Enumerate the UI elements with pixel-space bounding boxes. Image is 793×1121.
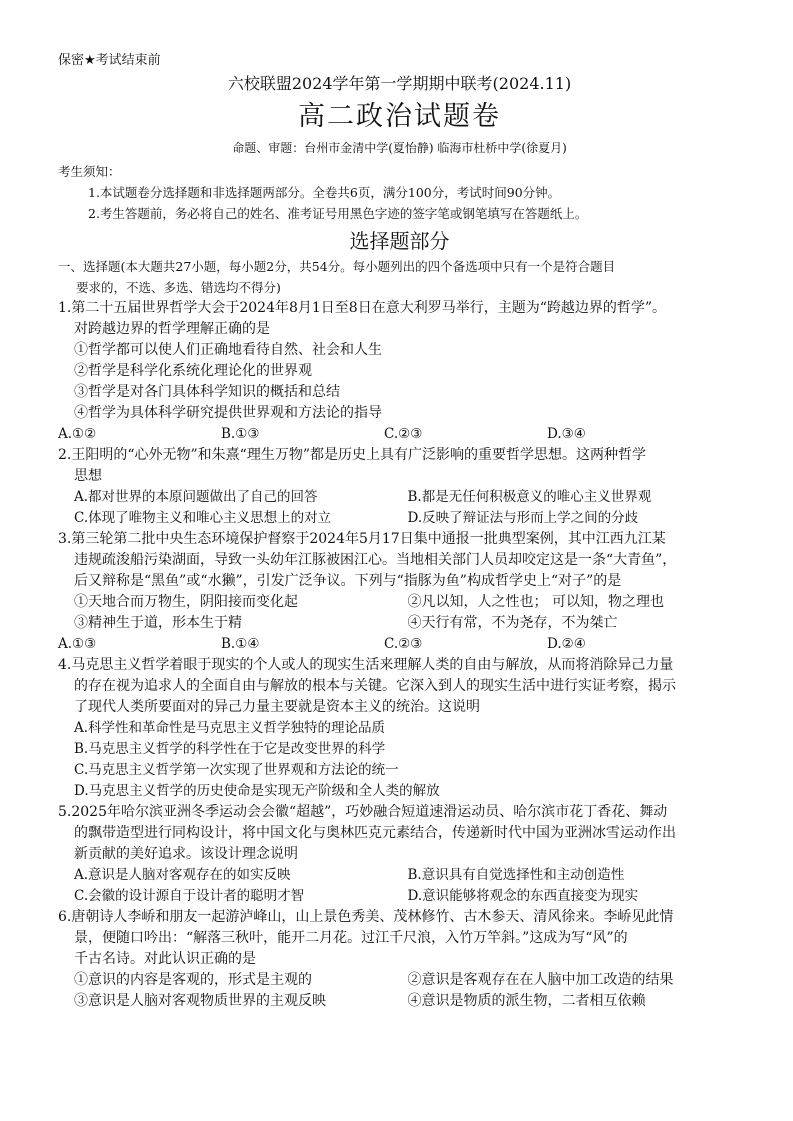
question-1 (58, 298, 741, 445)
notice-item: 1.本试题卷分选择题和非选择题两部分。全卷共6页，满分100分，考试时间90分钟。 (88, 185, 561, 200)
statement-item: ④意识是物质的派生物，二者相互依赖 (407, 993, 646, 1009)
statement-item: ①哲学都可以使人们正确地看待自然、社会和人生 (74, 342, 382, 358)
statement-item: ②哲学是科学化系统化理论化的世界观 (74, 363, 312, 379)
question-stem: 景，便随口吟出：“解落三秋叶，能开二月花。过江千尺浪，入竹万竿斜。”这成为写“风”的 (74, 930, 628, 946)
question-stem: 6.唐朝诗人李峤和朋友一起游泸峰山，山上景色秀美、茂林修竹、古木参天、清风徐来。李峤见此情 (58, 909, 674, 925)
authors-line: 命题、审题：台州市金清中学(夏怡静) 临海市杜桥中学(徐夏月) (232, 141, 567, 155)
choice-b: B.①③ (221, 426, 260, 442)
choice-d: D.意识能够将观念的东西直接变为现实 (407, 888, 639, 904)
question-stem: 了现代人类所要面对的异己力量主要就是资本主义的统治。这说明 (74, 699, 480, 715)
question-5 (58, 802, 741, 907)
statement-item: ②凡以知，人之性也； 可以知，物之理也 (407, 594, 664, 610)
question-stem: 千古名诗。对此认识正确的是 (74, 951, 256, 967)
choice-c: C.会徽的设计源自于设计者的聪明才智 (74, 888, 305, 904)
exam-title: 高二政治试题卷 (298, 101, 501, 132)
choice-d: D.马克思主义哲学的历史使命是实现无产阶级和全人类的解放 (74, 783, 440, 799)
statement-item: ①意识的内容是客观的，形式是主观的 (74, 972, 312, 988)
question-stem: 的存在视为追求人的全面自由与解放的根本与关键。它深入到人的现实生活中进行实证考察，揭示 (74, 678, 676, 694)
statement-item: ①天地合而万物生，阴阳接而变化起 (74, 594, 298, 610)
statement-item: ②意识是客观存在在人脑中加工改造的结果 (407, 972, 674, 988)
instructions-line: 一、选择题(本大题共27小题，每小题2分，共54分。每小题列出的四个备选项中只有一个是符合题目 (58, 259, 616, 274)
choice-d: D.②④ (547, 636, 586, 652)
choice-b: B.①④ (221, 636, 260, 652)
statement-item: ③哲学是对各门具体科学知识的概括和总结 (74, 384, 340, 400)
question-stem: 1.第二十五届世界哲学大会于2024年8月1日至8日在意大利罗马举行，主题为“跨越边界的哲学”。 (58, 300, 667, 316)
question-stem: 新贡献的美好追求。该设计理念说明 (74, 846, 298, 862)
notice-item: 2.考生答题前，务必将自己的姓名、准考证号用黑色字迹的签字笔或钢笔填写在答题纸上。 (88, 206, 588, 221)
question-6 (58, 907, 741, 1012)
choice-c: C.②③ (384, 636, 423, 652)
section-title: 选择题部分 (349, 229, 450, 253)
question-stem: 的飘带造型进行同构设计，将中国文化与奥林匹克元素结合，传递新时代中国为亚洲冰雪运动作出 (74, 825, 676, 841)
confidential-mark: 保密★考试结束前 (58, 53, 161, 68)
choice-d: D.③④ (547, 426, 586, 442)
choice-b: B.意识具有自觉选择性和主动创造性 (407, 867, 625, 883)
statement-item: ③意识是人脑对客观物质世界的主观反映 (74, 993, 326, 1009)
question-3 (58, 529, 741, 655)
choice-a: A.①② (58, 426, 97, 442)
alliance-line: 六校联盟2024学年第一学期期中联考(2024.11) (227, 74, 572, 93)
statement-item: ③精神生于道，形本生于精 (74, 615, 242, 631)
statement-item: ④天行有常，不为尧存，不为桀亡 (407, 615, 618, 631)
question-2 (58, 445, 741, 529)
notice-heading: 考生须知： (58, 164, 121, 179)
question-stem: 2.王阳明的“心外无物”和朱熹“理生万物”都是历史上具有广泛影响的重要哲学思想。这两种哲学 (58, 447, 646, 463)
choice-d: D.反映了辩证法与形而上学之间的分歧 (407, 510, 639, 526)
question-4 (58, 655, 741, 802)
question-stem: 3.第三轮第二批中央生态环境保护督察于2024年5月17日集中通报一批典型案例，其中江西九江某 (58, 531, 666, 547)
choice-a: A.①③ (58, 636, 97, 652)
choice-b: B.马克思主义哲学的科学性在于它是改变世界的科学 (74, 741, 386, 757)
question-stem: 违规疏浚船污染湖面，导致一头幼年江豚被困江心。当地相关部门人员却咬定这是一条“大青鱼”， (74, 552, 677, 568)
choice-a: A.科学性和革命性是马克思主义哲学独特的理论品质 (74, 720, 386, 736)
instructions (58, 256, 741, 298)
instructions-line: 要求的，不选、多选、错选均不得分) (76, 280, 281, 295)
question-stem: 思想 (74, 468, 102, 484)
question-stem: 对跨越边界的哲学理解正确的是 (74, 321, 270, 337)
choice-c: C.②③ (384, 426, 423, 442)
notice-block (58, 161, 741, 224)
question-stem: 后又辩称是“黑鱼”或“水獭”，引发广泛争议。下列与“指豚为鱼”构成哲学史上“对子”的是 (74, 573, 622, 589)
question-stem: 4.马克思主义哲学着眼于现实的个人或人的现实生活来理解人类的自由与解放，从而将消除异己力量 (58, 657, 674, 673)
choice-c: C.马克思主义哲学第一次实现了世界观和方法论的统一 (74, 762, 399, 778)
question-stem: 5.2025年哈尔滨亚洲冬季运动会会徽“超越”，巧妙融合短道速滑运动员、哈尔滨市花丁香花、舞动 (58, 804, 668, 820)
choice-c: C.体现了唯物主义和唯心主义思想上的对立 (74, 510, 332, 526)
choice-a: A.意识是人脑对客观存在的如实反映 (74, 867, 291, 883)
choice-a: A.都对世界的本原问题做出了自己的回答 (74, 489, 318, 505)
statement-item: ④哲学为具体科学研究提供世界观和方法论的指导 (74, 405, 382, 421)
choice-b: B.都是无任何积极意义的唯心主义世界观 (407, 489, 652, 505)
